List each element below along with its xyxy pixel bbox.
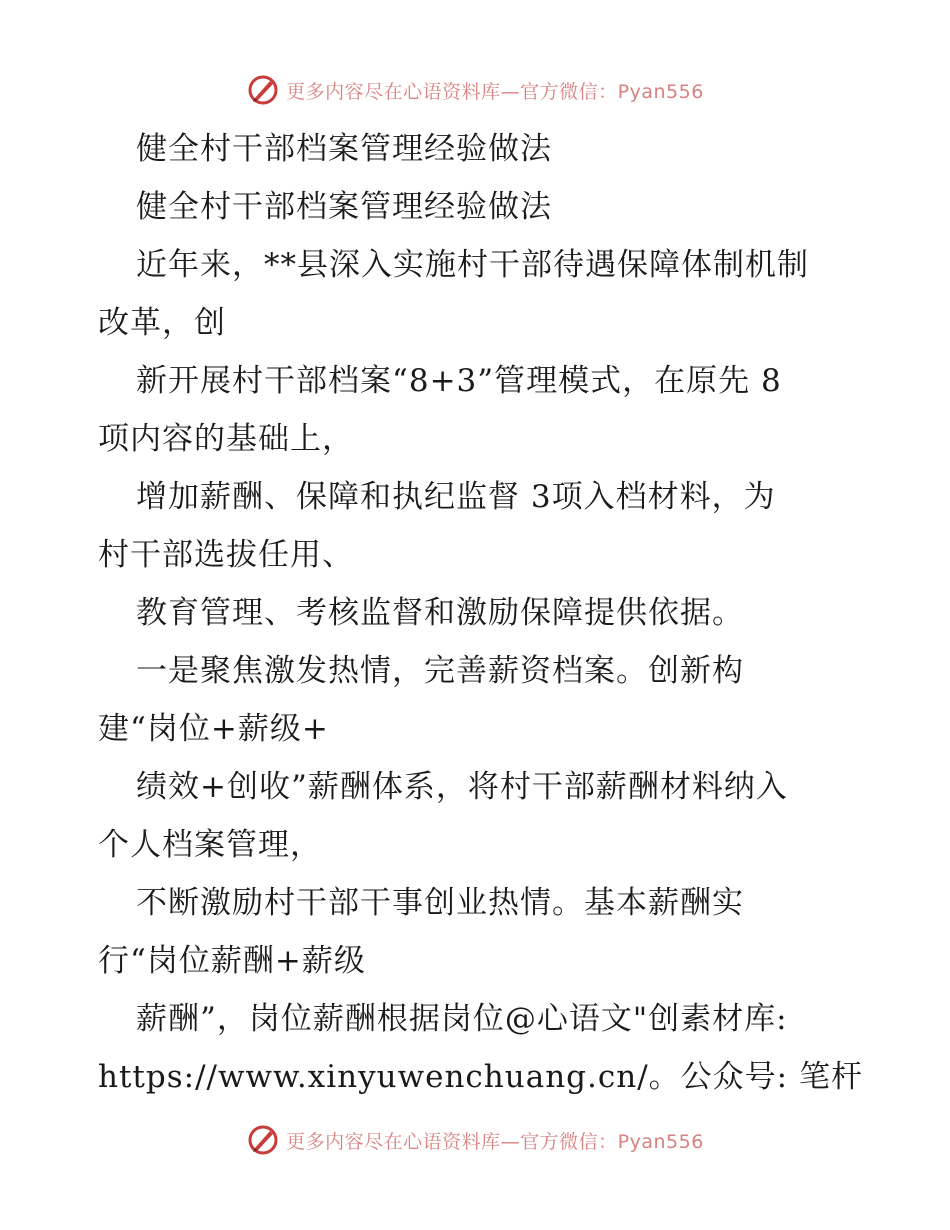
- doc-line: 绩效+创收”薪酬体系，将村干部薪酬材料纳入: [136, 769, 788, 805]
- doc-line: 薪酬”，岗位薪酬根据岗位@心语文"创素材库:: [136, 1001, 788, 1037]
- doc-line: 健全村干部档案管理经验做法: [136, 189, 552, 225]
- doc-line: 行“岗位薪酬+薪级: [98, 943, 366, 979]
- watermark-label: 更多内容尽在心语资料库—官方微信：: [286, 1130, 618, 1153]
- doc-line: 不断激励村干部干事创业热情。基本薪酬实: [136, 885, 744, 921]
- doc-line: 项内容的基础上，: [98, 421, 354, 457]
- doc-line: 村干部选拔任用、: [98, 537, 354, 573]
- watermark-wechat-id: Pyan556: [617, 1130, 704, 1153]
- doc-line-link: https://www.xinyuwenchuang.cn/。公众号: 笔杆: [98, 1059, 863, 1095]
- doc-line: 增加薪酬、保障和执纪监督 3项入档材料，为: [136, 479, 776, 515]
- doc-line: 新开展村干部档案“8+3”管理模式，在原先 8: [136, 363, 782, 399]
- doc-line: 建“岗位+薪级+: [98, 711, 329, 747]
- doc-line: 个人档案管理，: [98, 827, 322, 863]
- doc-line: 近年来，**县深入实施村干部待遇保障体制机制: [136, 247, 809, 283]
- watermark-label: 更多内容尽在心语资料库—官方微信：: [286, 80, 618, 103]
- doc-line: 一是聚焦激发热情，完善薪资档案。创新构: [136, 653, 744, 689]
- header-watermark: [0, 70, 950, 110]
- footer-watermark: [0, 1120, 950, 1160]
- watermark-wechat-id: Pyan556: [617, 80, 704, 103]
- doc-line: 健全村干部档案管理经验做法: [136, 131, 552, 167]
- document-body: [98, 120, 863, 1106]
- quill-logo-icon: [246, 1123, 280, 1157]
- quill-logo-icon: [246, 73, 280, 107]
- doc-line: 改革，创: [98, 305, 226, 341]
- doc-line: 教育管理、考核监督和激励保障提供依据。: [136, 595, 744, 631]
